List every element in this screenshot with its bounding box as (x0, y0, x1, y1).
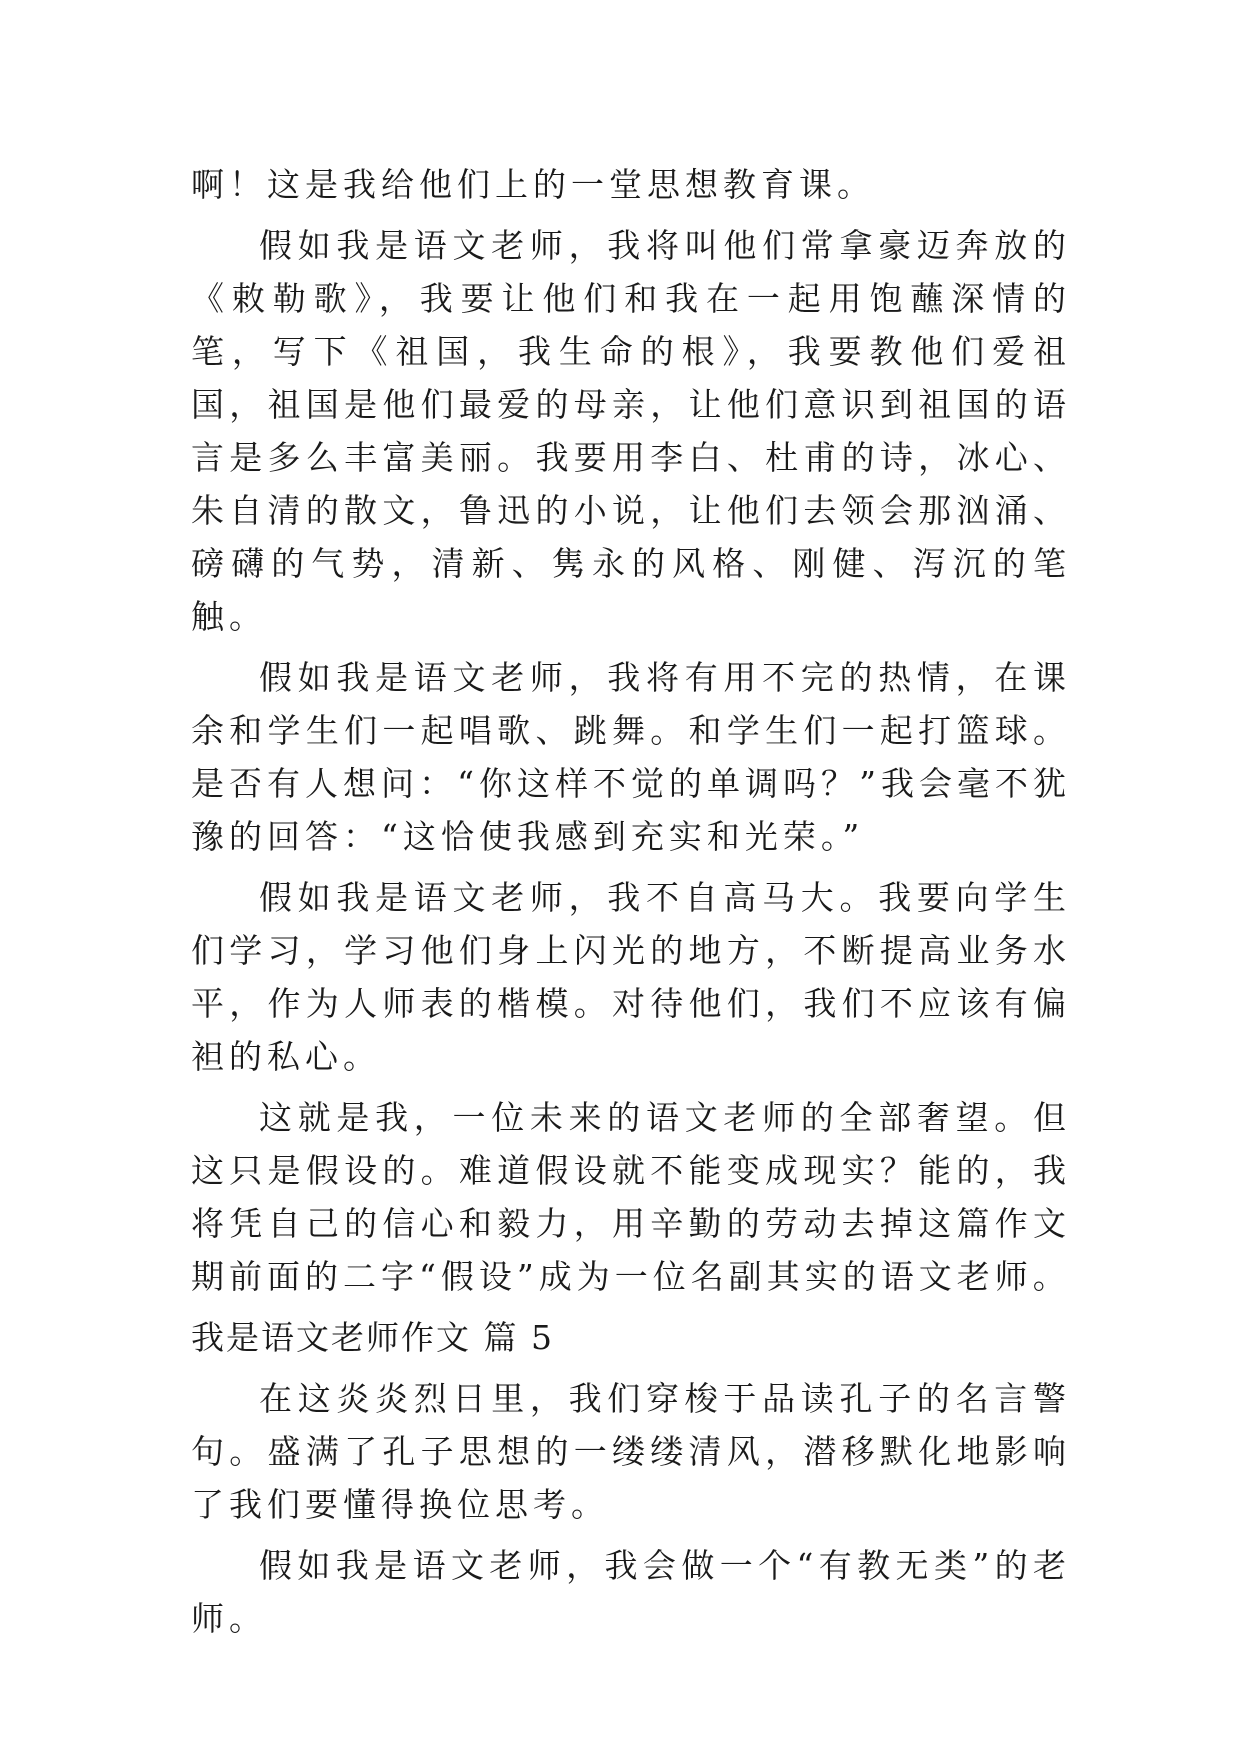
paragraph-1: 啊！这是我给他们上的一堂思想教育课。 (191, 165, 875, 204)
paragraph-5: 这就是我，一位未来的语文老师的全部奢望。但这只是假设的。难道假设就不能变成现实？能的，我将凭自己的信心和毅力，用辛勤的劳动去掉这篇作文期前面的二字“假设”成为一位名副其实的语文老师。 (191, 1098, 1071, 1296)
paragraph-6: 在这炎炎烈日里，我们穿梭于品读孔子的名言警句。盛满了孔子思想的一缕缕清风，潜移默化地影响了我们要懂得换位思考。 (191, 1379, 1071, 1524)
paragraph-3: 假如我是语文老师，我将有用不完的热情，在课余和学生们一起唱歌、跳舞。和学生们一起打篮球。是否有人想问：“你这样不觉的单调吗？”我会毫不犹豫的回答：“这恰使我感到充实和光荣。” (191, 658, 1071, 856)
document-page (191, 158, 1071, 1653)
paragraph-4: 假如我是语文老师，我不自高马大。我要向学生们学习，学习他们身上闪光的地方，不断提高业务水平，作为人师表的楷模。对待他们，我们不应该有偏袒的私心。 (191, 878, 1071, 1076)
paragraph-7: 假如我是语文老师，我会做一个“有教无类”的老师。 (191, 1546, 1071, 1638)
section-heading: 我是语文老师作文 篇 5 (191, 1318, 554, 1357)
paragraph-2: 假如我是语文老师，我将叫他们常拿豪迈奔放的《敕勒歌》，我要让他们和我在一起用饱蘸深情的笔，写下《祖国，我生命的根》，我要教他们爱祖国，祖国是他们最爱的母亲，让他们意识到祖国的语言是多么丰富美丽。我要用李白、杜甫的诗，冰心、朱自清的散文，鲁迅的小说，让他们去领会那汹涌、磅礴的气势，清新、隽永的风格、刚健、泻沉的笔触。 (191, 226, 1071, 636)
